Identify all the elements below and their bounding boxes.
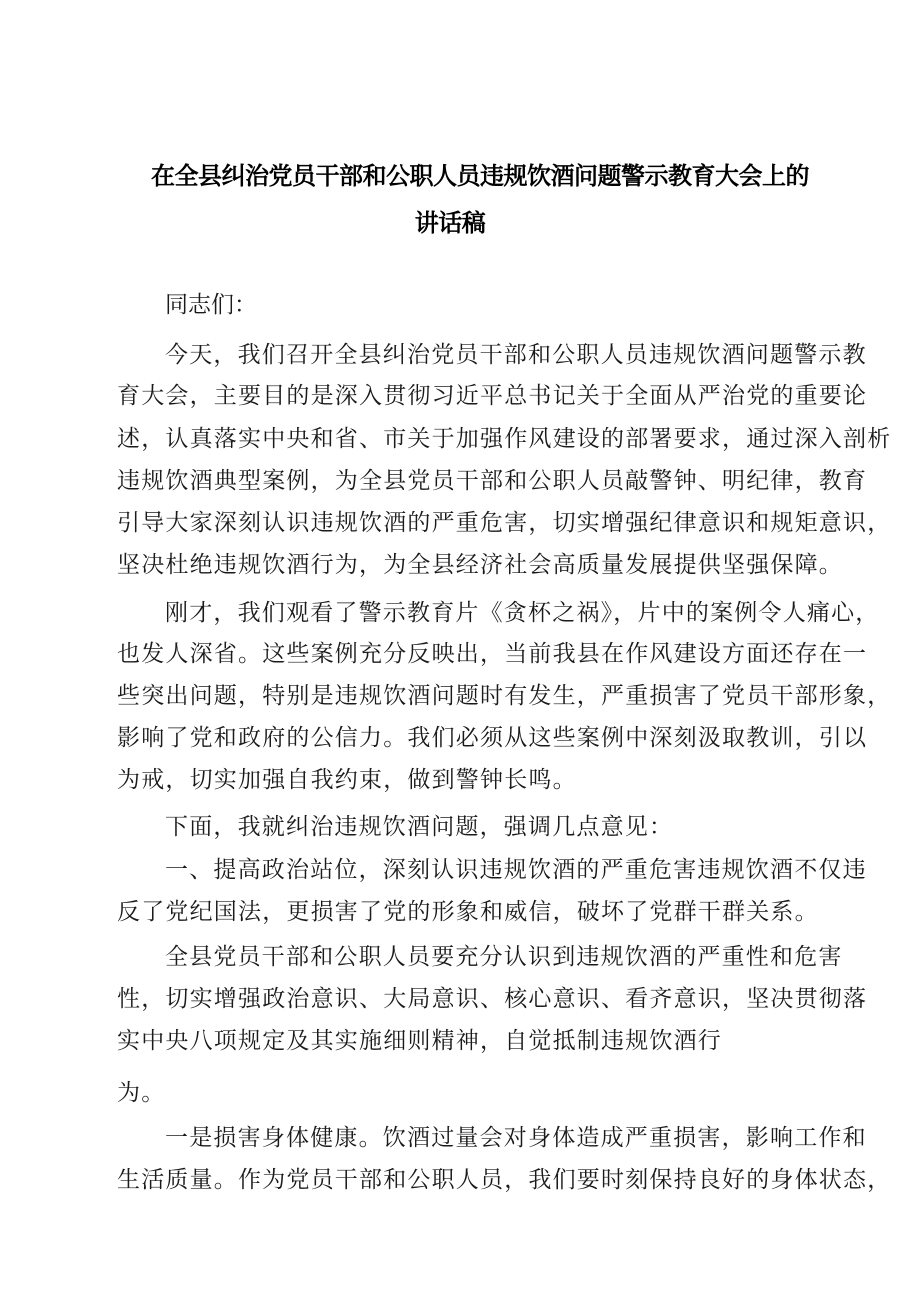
body-line: 坚决杜绝违规饮酒行为，为全县经济社会高质量发展提供坚强保障。 xyxy=(117,552,843,578)
body-line: 一是损害身体健康。饮酒过量会对身体造成严重损害，影响工作和 xyxy=(165,1125,867,1151)
section-heading: 一、提高政治站位，深刻认识违规饮酒的严重危害违规饮酒不仅违 xyxy=(165,857,867,883)
document-title-line-1: 在全县纠治党员干部和公职人员违规饮酒问题警示教育大会上的 xyxy=(151,162,809,190)
body-line: 影响了党和政府的公信力。我们必须从这些案例中深刻汲取教训，引以 xyxy=(117,725,868,751)
body-line: 下面，我就纠治违规饮酒问题，强调几点意见： xyxy=(165,814,674,840)
body-line: 违规饮酒典型案例，为全县党员干部和公职人员敲警钟、明纪律，教育 xyxy=(117,468,868,494)
body-line: 全县党员干部和公职人员要充分认识到违规饮酒的严重性和危害 xyxy=(165,944,843,970)
body-line: 性，切实增强政治意识、大局意识、核心意识、看齐意识，坚决贯彻落 xyxy=(117,986,868,1012)
body-line: 为戒，切实加强自我约束，做到警钟长鸣。 xyxy=(117,767,577,793)
body-line: 引导大家深刻认识违规饮酒的严重危害，切实增强纪律意识和规矩意识， xyxy=(117,510,892,536)
body-line: 刚才，我们观看了警示教育片《贪杯之祸》，片中的案例令人痛心， xyxy=(165,600,880,626)
body-line: 育大会，主要目的是深入贯彻习近平总书记关于全面从严治党的重要论 xyxy=(117,383,868,409)
body-line: 也发人深省。这些案例充分反映出，当前我县在作风建设方面还存在一 xyxy=(117,641,868,667)
body-line: 为。 xyxy=(117,1080,166,1106)
body-line: 些突出问题，特别是违规饮酒问题时有发生，严重损害了党员干部形象， xyxy=(117,683,892,709)
body-line: 反了党纪国法，更损害了党的形象和威信，破坏了党群干群关系。 xyxy=(117,899,819,925)
body-line: 述，认真落实中央和省、市关于加强作风建设的部署要求，通过深入剖析 xyxy=(117,426,892,452)
document-title-line-2: 讲话稿 xyxy=(414,209,486,237)
body-line: 实中央八项规定及其实施细则精神，自觉抵制违规饮酒行 xyxy=(117,1028,722,1054)
body-line: 今天，我们召开全县纠治党员干部和公职人员违规饮酒问题警示教 xyxy=(165,342,867,368)
body-line: 生活质量。作为党员干部和公职人员，我们要时刻保持良好的身体状态， xyxy=(117,1167,892,1193)
salutation: 同志们： xyxy=(165,292,257,318)
